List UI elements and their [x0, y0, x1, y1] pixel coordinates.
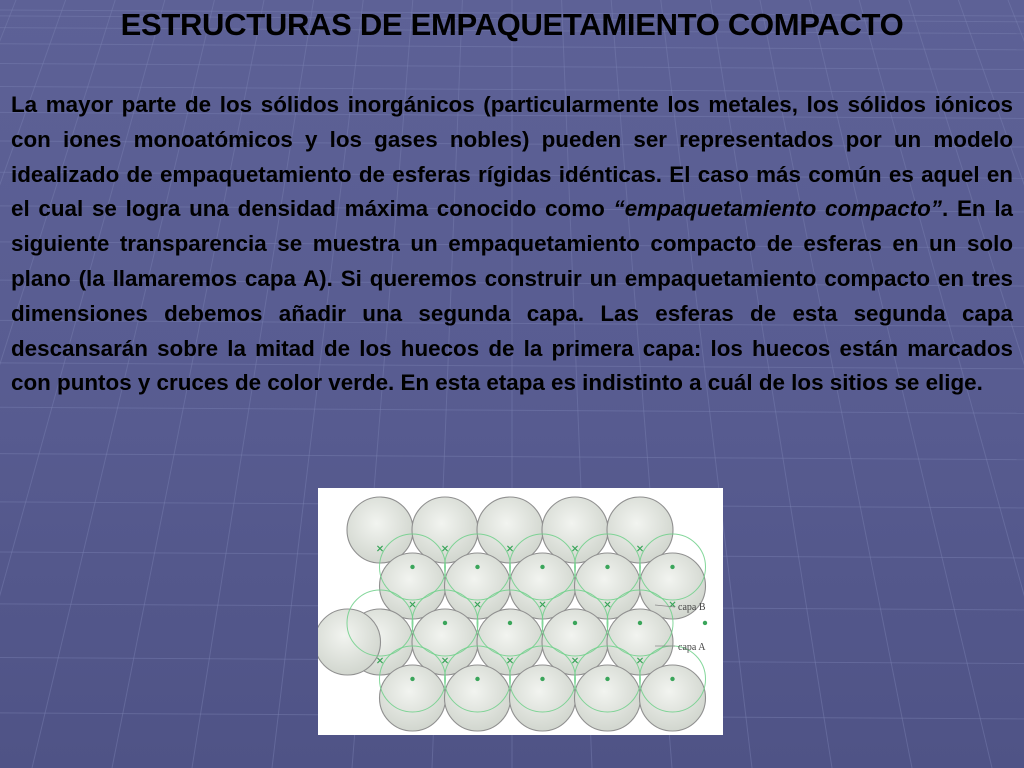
layer-a-sphere	[347, 497, 413, 563]
layer-a-sphere	[607, 497, 673, 563]
hole-dot-marker	[508, 621, 512, 625]
layer-b-label: capa B	[678, 602, 706, 613]
layer-a-sphere	[477, 497, 543, 563]
hole-dot-marker	[605, 677, 609, 681]
sphere-packing-diagram	[318, 488, 723, 735]
paragraph-text-end: . En la siguiente transparencia se muestra un empaquetamiento compacto de esferas en un solo plano (la llamaremos capa A). Si queremos construir un empaquetamiento compacto en tres dimensiones debemos añadir una segunda capa. Las esferas de esta segunda capa descansarán sobre la mitad de los huecos de la primera capa: los huecos están marcados con puntos y cruces de color verde. En esta etapa es indistinto a cuál de los sitios se elige.	[11, 196, 1014, 396]
layer-a-sphere	[445, 665, 511, 731]
layer-a-sphere	[412, 497, 478, 563]
layer-a-sphere	[510, 553, 576, 619]
layer-a-sphere	[607, 609, 673, 675]
layer-a-sphere	[477, 609, 543, 675]
hole-dot-marker	[540, 677, 544, 681]
layer-a-sphere	[412, 609, 478, 675]
close-packing-figure	[318, 488, 723, 735]
layer-a-sphere	[380, 553, 446, 619]
layer-a-sphere	[542, 609, 608, 675]
hole-dot-marker	[670, 677, 674, 681]
hole-dot-marker	[573, 621, 577, 625]
layer-a-sphere	[445, 553, 511, 619]
layer-a-sphere	[640, 665, 706, 731]
layer-a-sphere	[510, 665, 576, 731]
hole-dot-marker	[475, 565, 479, 569]
slide-title: ESTRUCTURAS DE EMPAQUETAMIENTO COMPACTO	[120, 7, 904, 42]
layer-a-sphere	[542, 497, 608, 563]
slide-paragraph	[11, 88, 1013, 401]
paragraph-emphasis: “empaquetamiento compacto”	[613, 196, 943, 222]
hole-dot-marker	[443, 621, 447, 625]
layer-a-sphere	[380, 665, 446, 731]
hole-dot-marker	[410, 677, 414, 681]
layer-a-sphere	[318, 609, 381, 675]
hole-dot-marker	[605, 565, 609, 569]
hole-dot-marker	[540, 565, 544, 569]
hole-dot-marker	[638, 621, 642, 625]
layer-a-sphere	[575, 553, 641, 619]
layer-a-spheres	[318, 497, 706, 731]
hole-dot-marker	[475, 677, 479, 681]
hole-dot-marker	[410, 565, 414, 569]
hole-dot-marker	[703, 621, 707, 625]
paragraph-text-start: La mayor parte de los sólidos inorgánicos (particularmente los metales, los sólidos iónicos con iones monoatómicos y los gases nobles) pueden ser representados por un modelo idealizado de empaquetamiento de esferas rígidas idénticas. El caso más común es aquel en el cual se logra una densidad máxima conocido como	[11, 92, 1013, 222]
layer-a-label: capa A	[678, 642, 706, 653]
layer-a-sphere	[575, 665, 641, 731]
hole-dot-marker	[670, 565, 674, 569]
